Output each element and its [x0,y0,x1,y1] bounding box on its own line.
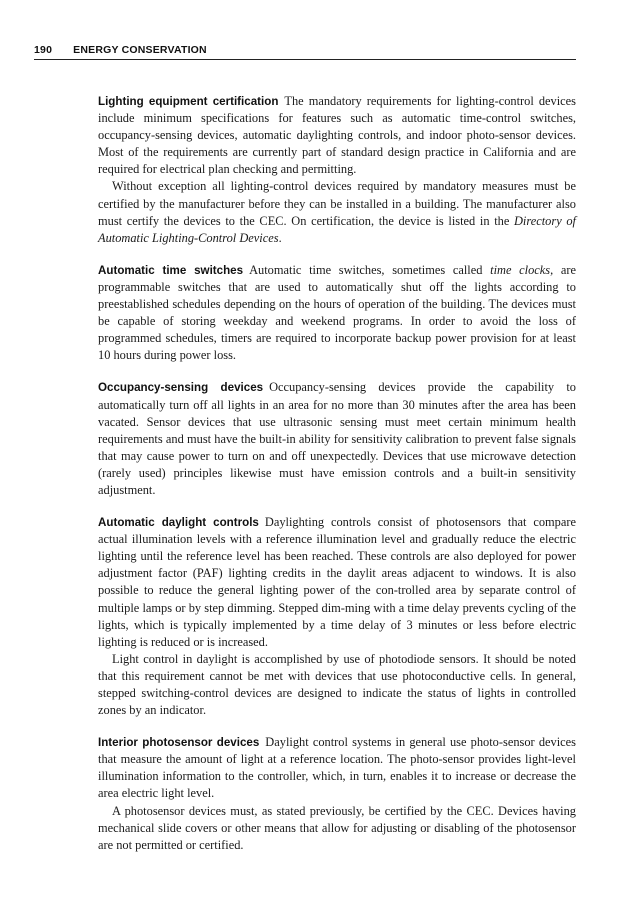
body-text [98,93,576,869]
section-automatic-time-switches [98,262,576,365]
paragraph [98,379,576,499]
term-italic: time clocks, [490,262,554,277]
paragraph-text: Without exception all lighting-control devices required by mandatory measures must be certified by the manufacturer before they can be installed in a building. The manufacturer also must certify the devices to the CEC. On certification, the device is listed in the [98,179,576,228]
paragraph-text: . [278,230,282,245]
section-heading: Lighting equipment certification [98,95,279,108]
section-interior-photosensor-devices [98,734,576,854]
section-occupancy-sensing-devices [98,379,576,499]
section-heading: Occupancy-sensing devices [98,381,264,395]
section-lighting-equipment-certification [98,93,576,247]
paragraph-text: The mandatory requirements for lighting-control devices include minimum specifications for features such as automatic time-control switches, occupancy-sensing devices, automatic daylighting controls, and indoor photo-sensor devices. Most of the requirements are currently part of standard design practice in California and are required for electrical plan checking and permitting. [98,94,577,177]
section-heading: Automatic daylight controls [98,516,259,530]
paragraph [98,93,576,178]
section-automatic-daylight-controls [98,514,576,719]
page-number: 190 [34,44,53,56]
paragraph-text: are programmable switches that are used to automatically shut off the lights according to preestablished schedules depending on the hours of operation of the building. The devices must be capable of storing weekday and weekend programs. In order to avoid the loss of programmed schedules, timers are required to incorporate backup power provision for at least 10 hours during power loss. [98,262,576,363]
paragraph [98,262,576,365]
section-heading: Interior photosensor devices [98,736,260,750]
chapter-title: ENERGY CONSERVATION [73,44,207,56]
paragraph-text: Daylight control systems in general use photo-sensor devices that measure the amount of light at a reference location. The photo-sensor provides light-level illumination information to the controller, which, in turn, enables it to increase or decrease the area electric light level. [98,735,576,801]
paragraph [98,514,576,651]
paragraph-text: Automatic time switches, sometimes called [249,262,491,277]
running-head [34,44,576,60]
directory-title: Directory of Automatic Lighting-Control Devices [98,213,576,245]
paragraph [98,178,576,246]
paragraph: Light control in daylight is accomplished by use of photodiode sensors. It should be noted that this requirement cannot be met with devices that use photoconductive cells. In general, stepped switching-control devices are designed to indicate the status of lights in controlled zones by an indicator. [98,651,576,718]
paragraph-text: Daylighting controls consist of photosensors that compare actual illumination levels with a reference illumination level and gradually reduce the electric lighting until the reference level has been reached. These controls are also deployed for power adjustment factor (PAF) lighting credits in the daylit areas adjacent to windows. It is also possible to reduce the general lighting power of the con-trolled area by separate control of multiple lamps or by step dimming. Stepped dim-ming with a time delay prevents cycling of the lights, which is typically implemented by a time delay of 3 minutes or less before electric lighting is reduced or is increased. [98,515,576,649]
paragraph [98,734,576,802]
paragraph: A photosensor devices must, as stated previously, be certified by the CEC. Devices having mechanical slide covers or other means that allow for adjusting or disabling of the photosensor are not permitted or certified. [98,803,576,852]
section-heading: Automatic time switches [98,263,244,277]
paragraph-text: Occupancy-sensing devices provide the capability to automatically turn off all lights in an area for no more than 30 minutes after the area has been vacated. Sensor devices that use ultrasonic sensing must meet certain minimum health requirements and must have the built-in ability for sensitivity calibration to prevent false signals that may cause power to turn on and off unexpectedly. Devices that use microwave detection (rarely used) principles likewise must have emission controls and a built-in sensitivity adjustment. [98,380,576,497]
